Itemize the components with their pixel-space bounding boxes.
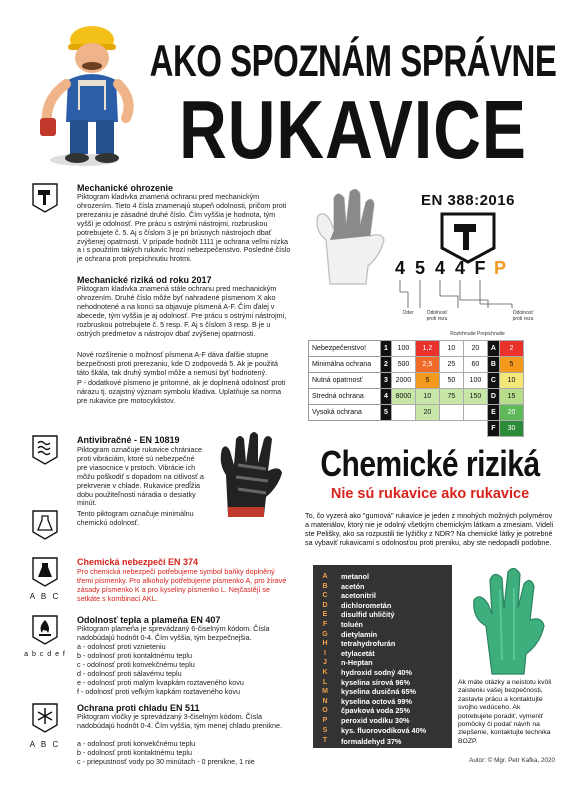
minimal-chemical-flask-icon bbox=[32, 510, 58, 538]
mechanical-2017-text: Piktogram kladivka znamená stále ochranu pred mechanickým ohrozením. Druhé číslo môže byť nahradené písmenom X ako nehodnotené a na konci sa objavuje písmená A-F. Čím ďalej v abecede, tým vyššia je aj odolnosť. Pre prácu s ostrými nástrojmi, rozbruskou potrebujete č. 5 resp. F. Aj s číslom 3 resp. B je u ostrých predmetov a nástrojov dbať zvýšenej opatrnosti. bbox=[77, 284, 287, 338]
chem-name: kys. fluorovodíková 40% bbox=[341, 725, 427, 735]
chem-letter: H bbox=[322, 640, 328, 648]
heat-item-b: b - odolnosť proti kontaktnému teplu bbox=[77, 651, 192, 660]
en388-performance-table bbox=[308, 340, 524, 437]
table-cell: 100 bbox=[391, 341, 415, 357]
cut-resistant-glove-image bbox=[300, 180, 400, 290]
chem-name: kyselina dusičná 65% bbox=[341, 687, 417, 697]
table-cell bbox=[439, 421, 463, 437]
table-cell: 150 bbox=[463, 389, 487, 405]
table-cell-label: Vysoká ochrana bbox=[309, 405, 381, 421]
table-cell-label: Nutná opatrnosť bbox=[309, 373, 381, 389]
en388-code-char-p: P bbox=[493, 258, 506, 278]
table-cell-level bbox=[381, 421, 392, 437]
chem-letter: G bbox=[322, 630, 328, 638]
table-cell: 100 bbox=[463, 373, 487, 389]
en388-col-header: Odolnosť proti rezu bbox=[512, 310, 534, 322]
mechanical-title: Mechanické ohrozenie bbox=[77, 183, 174, 193]
table-cell-label bbox=[309, 421, 381, 437]
chem-name: čpavková voda 25% bbox=[341, 706, 410, 716]
table-cell-label: Minimálna ochrana bbox=[309, 357, 381, 373]
table-cell bbox=[391, 405, 415, 421]
table-cell bbox=[391, 421, 415, 437]
en388-code-char: 4 bbox=[454, 258, 465, 278]
table-cell: 2000 bbox=[391, 373, 415, 389]
table-cell bbox=[439, 405, 463, 421]
table-cell: 50 bbox=[439, 373, 463, 389]
chem-letter: F bbox=[322, 621, 328, 628]
snowflake-shield-icon bbox=[32, 703, 58, 731]
table-cell-label: Stredná ochrana bbox=[309, 389, 381, 405]
chem-name: etylacetát bbox=[341, 648, 375, 658]
en388-code-char: 4 bbox=[434, 258, 445, 278]
chemical-flask-shield-icon bbox=[32, 557, 58, 585]
chem-letter: T bbox=[313, 737, 337, 748]
table-row bbox=[309, 373, 524, 389]
chemical-resistant-glove-image bbox=[456, 560, 556, 678]
heat-item-a: a - odolnosť proti vznieteniu bbox=[77, 642, 166, 651]
table-cell bbox=[463, 421, 487, 437]
chem-letter: N bbox=[322, 697, 328, 705]
en388-col-header: Roztrhnutie bbox=[450, 331, 476, 337]
chem-name: peroxid vodíku 30% bbox=[341, 716, 410, 725]
chem-letter: S bbox=[322, 726, 328, 734]
heat-title: Odolnosť tepla a plameňa EN 407 bbox=[77, 615, 221, 625]
table-cell-letter: F bbox=[487, 421, 499, 437]
table-cell: 25 bbox=[439, 357, 463, 373]
table-cell: 60 bbox=[463, 357, 487, 373]
table-cell-label: Nebezpečenstvo! bbox=[309, 341, 381, 357]
table-cell-level: 1 bbox=[381, 341, 392, 357]
table-row bbox=[309, 341, 524, 357]
en388-title: EN 388:2016 bbox=[421, 192, 515, 209]
table-cell-letter: C bbox=[487, 373, 499, 389]
en388-code-char: F bbox=[474, 258, 486, 278]
chemical-risks-intro: To, čo vyzerá ako "gumová" rukavice je jeden z mnohých možných polymérov a materiálov, ktorý nie je odolný všetkým chemickým látkam a zmesiam. Videli ste Pelišky, ako sa rozpustili tie lyžičky z NDR? Na chemické látky je potrebné sa vybaviť rukavicami s odolnosťou proti preniku, aby ste nedopadli podobne. bbox=[305, 511, 554, 547]
table-cell: 5 bbox=[415, 373, 439, 389]
table-cell-letter: E bbox=[487, 405, 499, 421]
chem-name: dietylamín bbox=[341, 629, 378, 639]
cold-item-b: b - odolnosť proti kontaktnému teplu bbox=[77, 748, 192, 757]
chem-name: metanol bbox=[341, 572, 369, 581]
table-row bbox=[309, 405, 524, 421]
en388-code bbox=[390, 258, 540, 279]
chem-letter: C bbox=[322, 592, 328, 600]
author-credit: Autor: © Mgr. Petr Kafka, 2020 bbox=[469, 757, 555, 764]
chem-name: kyselina octová 99% bbox=[341, 696, 412, 706]
en388-code-char: 5 bbox=[414, 258, 425, 278]
table-cell-level: 2 bbox=[381, 357, 392, 373]
chemical-risks-title: Chemické riziká bbox=[320, 445, 540, 485]
vibration-title: Antivibračné - EN 10819 bbox=[77, 435, 180, 445]
chemical-374-title: Chemická nebezpečí EN 374 bbox=[77, 557, 199, 567]
chem-letter: L bbox=[322, 678, 328, 686]
table-cell: 8000 bbox=[391, 389, 415, 405]
chem-letter: A bbox=[322, 573, 328, 580]
table-cell: 15 bbox=[499, 389, 523, 405]
table-row bbox=[309, 357, 524, 373]
chem-name: toluén bbox=[341, 620, 363, 629]
table-cell: 20 bbox=[463, 341, 487, 357]
table-cell-letter: B bbox=[487, 357, 499, 373]
heat-intro: Piktogram plameňa je sprevádzaný 6-čiselným kódom. Čísla nadobúdajú hodnôt 0-4. Čím vyššia, tým bezpečnejšia. bbox=[77, 624, 270, 642]
table-cell-letter: A bbox=[487, 341, 499, 357]
vibration-glove-shield-icon bbox=[32, 435, 58, 463]
hammer-shield-icon bbox=[32, 183, 58, 211]
table-cell: 5 bbox=[499, 357, 523, 373]
table-cell: 10 bbox=[415, 389, 439, 405]
antivibration-glove-image bbox=[208, 425, 290, 521]
chem-letter: K bbox=[322, 669, 328, 676]
mechanical-new-scale-text: Nové rozšírenie o možnosť písmena A-F dáva ďalšie stupne bezpečnosti proti prerezaniu, kde D zodpovedá 5. Ak je použitá táto škála, tak druhý symbol môže a nemusí byť hodnotený. bbox=[77, 350, 278, 377]
mechanical-p-text: P - dodatkové písmeno je prítomné, ak je doplnená odolnosť proti nárazu tj. ozajstný význam symbolu kladiva. Uplatňuje sa norma pre rukavice pre motocyklistov. bbox=[77, 378, 286, 405]
table-cell: 75 bbox=[439, 389, 463, 405]
table-cell: 10 bbox=[499, 373, 523, 389]
table-cell: 500 bbox=[391, 357, 415, 373]
en388-col-header: Oder bbox=[402, 310, 414, 316]
safety-advice-text: Ak máte otázky a neistotu kvôli zaisteniu vašej bezpečnosti, zastavte prácu a kontaktujte svojho vedúceho. Ak potrebujete poradiť, vymeniť pomôcky či podať návrh na zlepšenie, kontaktujte technika BOZP. bbox=[458, 679, 552, 745]
chem-name: disulfid uhličitý bbox=[341, 610, 395, 620]
header-title-line1: AKO SPOZNÁM SPRÁVNE bbox=[149, 35, 557, 86]
en388-col-header: Prepichnutie bbox=[477, 331, 505, 337]
chem-letter: I bbox=[324, 649, 326, 657]
heat-item-d: d - odolnosť proti sálavému teplu bbox=[77, 669, 182, 678]
worker-mascot-image bbox=[22, 10, 142, 170]
table-row bbox=[309, 389, 524, 405]
minimal-chemical-text: Tento piktogram označuje minimálnu chemickú odolnosť. bbox=[77, 509, 194, 527]
chemical-list-panel bbox=[313, 565, 452, 737]
chem-name: formaldehyd 37% bbox=[337, 737, 452, 748]
chem-name: hydroxid sodný 40% bbox=[341, 668, 412, 677]
chem-name: acetonitril bbox=[341, 591, 376, 601]
heat-item-c: c - odolnosť proti konvekčnému teplu bbox=[77, 660, 195, 669]
table-cell: 20 bbox=[499, 405, 523, 421]
chem-letter: M bbox=[322, 688, 328, 696]
chem-name: kyselina sírová 96% bbox=[341, 677, 410, 687]
chem-letter: P bbox=[322, 717, 328, 724]
table-cell: 2,5 bbox=[415, 357, 439, 373]
table-cell-letter: D bbox=[487, 389, 499, 405]
mechanical-2017-title: Mechanické riziká od roku 2017 bbox=[77, 275, 212, 285]
table-cell: 10 bbox=[439, 341, 463, 357]
heat-item-e: e - odolnosť proti malým kvapkám roztaveného kovu bbox=[77, 678, 244, 687]
flame-shield-icon bbox=[32, 615, 58, 643]
cold-intro: Piktogram vločky je sprevádzaný 3-čiselným kódom. Čísla nadobúdajú hodnôt 0-4. Čím vyššia, tým menej chladu prenikne. bbox=[77, 712, 282, 730]
chem-name: n-Heptan bbox=[341, 658, 373, 668]
table-row bbox=[309, 421, 524, 437]
en388-code-char: 4 bbox=[394, 258, 405, 278]
en388-col-header: Odolnosť proti rezu bbox=[426, 310, 448, 322]
table-cell: 30 bbox=[499, 421, 523, 437]
chem-letter: J bbox=[323, 659, 327, 667]
mechanical-text: Piktogram kladivka znamená ochranu pred mechanickým ohrozením. Tieto 4 čísla znamenajú stupeň odolnosti, pričom proti prerezaniu je zásadné druhé číslo. Čím vyššia je hodnota, tým vyšší je odolnosť. Pre prácu s ostrými nástrojmi, rozbruskou potrebujete č. 5. Aj s číslom 3 je pri brúsnych nástrojoch dbať zvýšenej opatrnosti. V prípade hodnôt 1111 je ochrana veľmi nízka a i s použitím takých rukavíc hrozí nebezpečenstvo. Posledné číslo je ochrana proti prepichnutiu hrotmi. bbox=[77, 192, 291, 264]
chemical-risks-subtitle: Nie sú rukavice ako rukavice bbox=[330, 486, 530, 502]
cold-item-c: c - priepustnosť vody po 30 minútach - 0 preniknе, 1 nie bbox=[77, 757, 255, 766]
chem-letter: D bbox=[322, 601, 328, 609]
chem-letter: E bbox=[322, 611, 328, 619]
table-cell bbox=[463, 405, 487, 421]
heat-item-f: f - odolnosť proti veľkým kapkám roztaveného kovu bbox=[77, 687, 240, 696]
chem-name: acetón bbox=[341, 581, 365, 591]
chemical-letters: A B C bbox=[29, 592, 61, 601]
table-cell-level: 4 bbox=[381, 389, 392, 405]
table-cell: 20 bbox=[415, 405, 439, 421]
heat-letters: a b c d e f bbox=[24, 651, 66, 658]
table-cell bbox=[415, 421, 439, 437]
table-cell-level: 3 bbox=[381, 373, 392, 389]
en388-hammer-shield-icon bbox=[440, 212, 496, 264]
cold-letters: A B C bbox=[29, 740, 61, 749]
vibration-text: Piktogram označuje rukavice chrániace proti vibráciám, ktoré sú nebezpečné pre viasocnice v prstoch. Vibrácie ich môžu poškodiť s dopadom na citlivosť a prekrvenie v chlade. Rukavice predĺžia dobu použiteľnosti náradia o desiatky minút. bbox=[77, 445, 204, 508]
chemical-374-text: Pro chemická nebezpečí potřebujeme symbol baňky doplněný třemi písmenky. Pro alkoholy potřebujeme písmenko A, pro žíravé zásady písmenko K a pro kyseliny písmenko L. Nejčastějí se setkáte s kombinací AKL. bbox=[77, 567, 287, 603]
header-title-line2: RUKAVICE bbox=[179, 83, 527, 176]
table-cell: 2 bbox=[499, 341, 523, 357]
chem-letter: B bbox=[322, 582, 328, 590]
chem-name: dichlorometán bbox=[341, 600, 392, 610]
table-cell: 1,2 bbox=[415, 341, 439, 357]
cold-item-a: a - odolnosť proti konvekčnému teplu bbox=[77, 739, 196, 748]
cold-title: Ochrana proti chladu EN 511 bbox=[77, 703, 200, 713]
table-cell-level: 5 bbox=[381, 405, 392, 421]
chem-name: tetrahydrofurán bbox=[341, 639, 396, 649]
chem-letter: O bbox=[322, 707, 328, 715]
